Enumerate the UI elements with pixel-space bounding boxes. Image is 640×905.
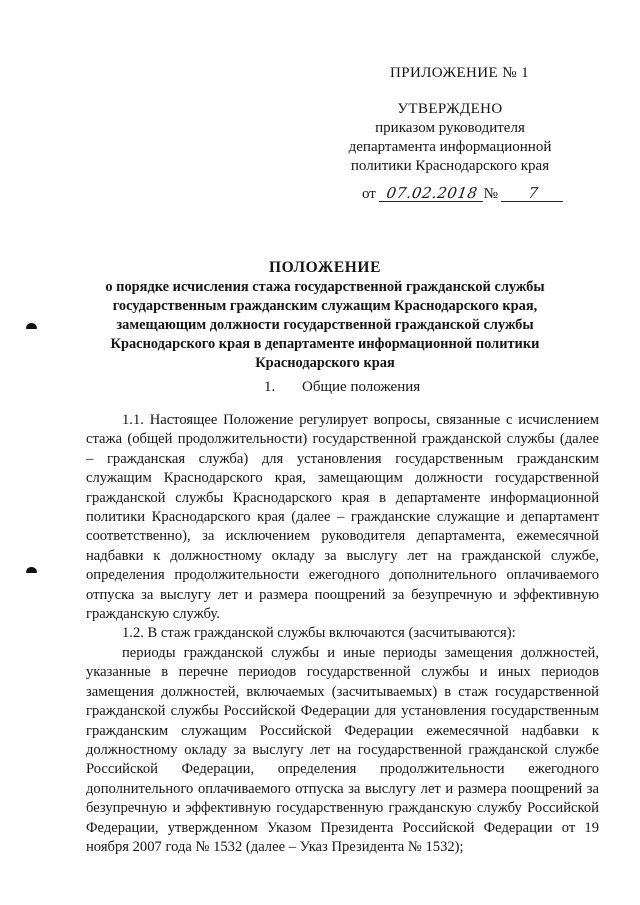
paragraph-periods: периоды гражданской службы и иные периоды замещения должностей, указанные в перечне периодов государственной службы и иных периодов замещения должностей, включаемых (засчитываемых) в стаж государственной гражданской службы Российской Федерации для установления государственным гражданским служащим Российской Федерации ежемесячной надбавки к должностному окладу за выслугу лет на государственной гражданской службе Российской Федерации, определения продолжительности ежегодного дополнительного оплачиваемого отпуска за выслугу лет и размера поощрений за безупречную и эффективную государственную гражданскую службу Российской Федерации, утвержденном Указом Президента Российской Федерации от 19 ноября 2007 года № 1532 (далее – Указ Президента № 1532); bbox=[86, 644, 599, 855]
title-line-5: Краснодарского края bbox=[255, 355, 395, 371]
order-date-number bbox=[362, 183, 602, 205]
section-heading bbox=[264, 378, 420, 397]
approval-line-3: политики Краснодарского края bbox=[350, 158, 550, 174]
title-heading: ПОЛОЖЕНИЕ bbox=[268, 259, 382, 276]
title-line-3: замещающим должности государственной гражданской службы bbox=[116, 317, 534, 333]
title-line-1: о порядке исчисления стажа государственной гражданской службы bbox=[105, 279, 545, 295]
document-title bbox=[86, 258, 564, 373]
approval-line-2: департамента информационной bbox=[348, 139, 552, 155]
paragraph-1-2: 1.2. В стаж гражданской службы включаются (засчитываются): bbox=[122, 625, 516, 642]
margin-punch-mark bbox=[26, 567, 37, 573]
title-line-2: государственным гражданским служащим Краснодарского края, bbox=[112, 298, 538, 314]
margin-punch-mark bbox=[26, 323, 37, 329]
section-number: 1. bbox=[264, 379, 276, 395]
annex-label: ПРИЛОЖЕНИЕ № 1 bbox=[390, 65, 529, 81]
number-label: № bbox=[483, 186, 498, 202]
title-line-4: Краснодарского края в департаменте информационной политики bbox=[110, 336, 540, 352]
document-body bbox=[86, 411, 599, 857]
handwritten-date: 07.02.2018 bbox=[378, 185, 484, 202]
approval-block bbox=[330, 64, 570, 176]
approved-label: УТВЕРЖДЕНО bbox=[397, 101, 503, 117]
from-label: от bbox=[362, 186, 376, 202]
handwritten-number: 7 bbox=[500, 185, 564, 202]
paragraph-1-1: 1.1. Настоящее Положение регулирует вопросы, связанные с исчислением стажа (общей продолжительности) государственной гражданской службы (далее – гражданская служба) для установления государственным гражданским служащим Краснодарского края, замещающим должности государственной гражданской службы Краснодарского края в департаменте информационной политики Краснодарского края (далее – гражданские служащие и департамент соответственно), за исключением руководителя департамента, ежемесячной надбавки к должностному окладу за выслугу лет на гражданской службе, определения продолжительности ежегодного дополнительного оплачиваемого отпуска за выслугу лет и размера поощрений за безупречную и эффективную гражданскую службу. bbox=[86, 412, 599, 623]
section-title: Общие положения bbox=[302, 379, 421, 395]
approval-line-1: приказом руководителя bbox=[375, 120, 525, 136]
